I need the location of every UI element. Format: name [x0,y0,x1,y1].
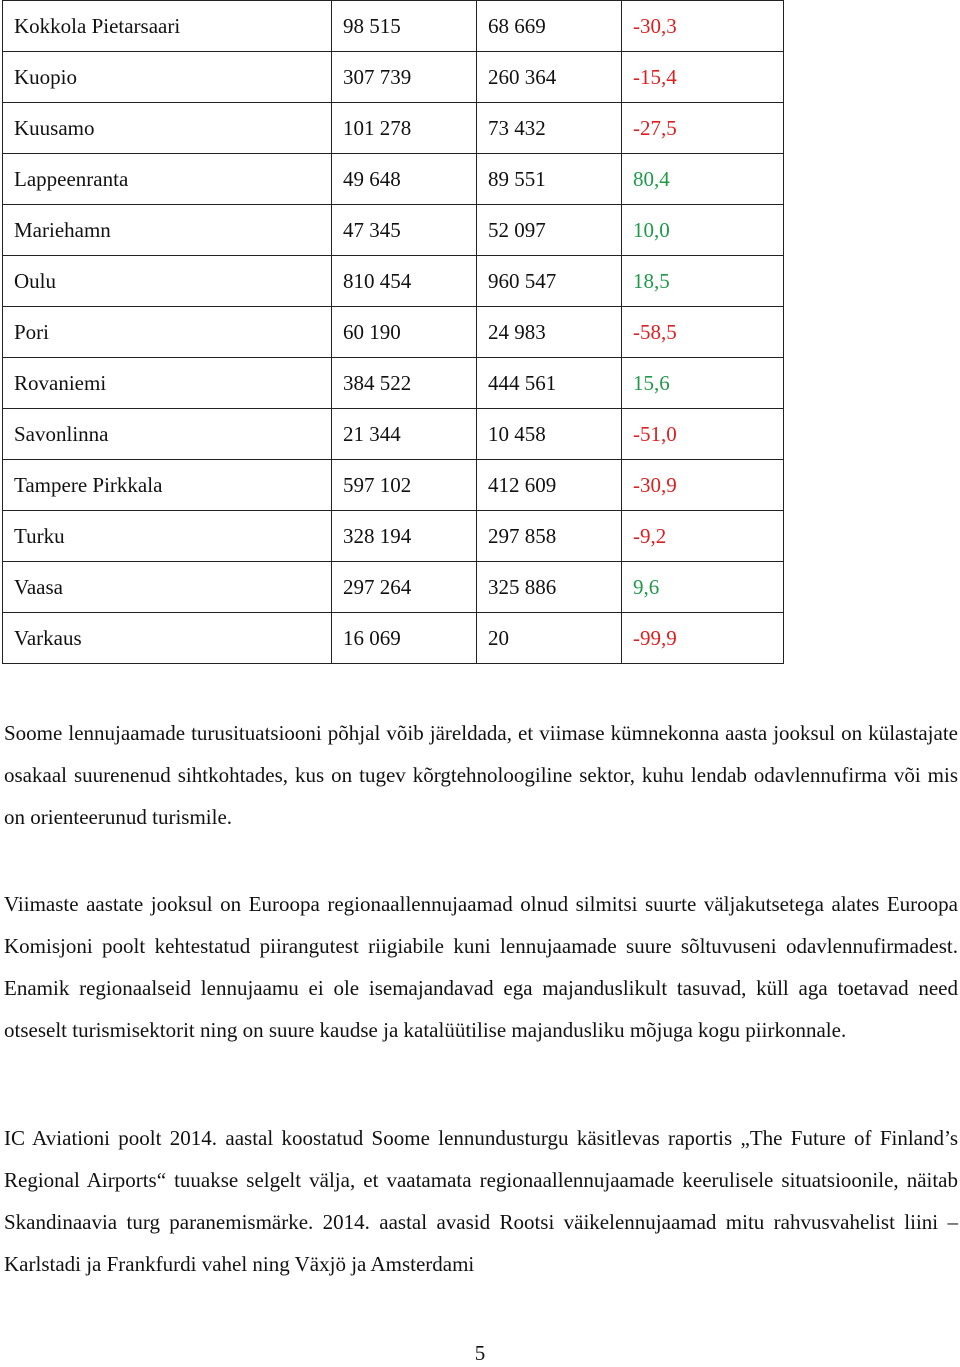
change-percent-cell: -9,2 [622,511,784,562]
passengers-value-a-cell: 16 069 [332,613,477,664]
passengers-value-b-cell: 444 561 [477,358,622,409]
table-row [3,307,784,358]
change-percent-cell: -30,9 [622,460,784,511]
passengers-value-a-cell: 101 278 [332,103,477,154]
passengers-value-a-cell: 60 190 [332,307,477,358]
change-percent-cell: 10,0 [622,205,784,256]
table-row [3,205,784,256]
airport-name-cell: Savonlinna [3,409,332,460]
passengers-value-a-cell: 328 194 [332,511,477,562]
passengers-value-b-cell: 412 609 [477,460,622,511]
paragraph-ic-aviation-report: IC Aviationi poolt 2014. aastal koostatud Soome lennundusturgu käsitlevas raportis „The Future of Finland’s Regional Airports“ tuuakse selgelt välja, et vaatamata regionaallennujaamade keerulisele situatsioonile, näitab Skandinaavia turg paranemismärke. 2014. aastal avasid Rootsi väikelennujaamad mitu rahvusvahelist liini – Karlstadi ja Frankfurdi vahel ning Växjö ja Amsterdami [4,1126,958,1276]
paragraph-market-conclusion: Soome lennujaamade turusituatsiooni põhjal võib järeldada, et viimase kümnekonna aasta jooksul on külastajate osakaal suurenenud sihtkohtades, kus on tugev kõrgtehnoloogiline sektor, kuhu lendab odavlennufirma või mis on orienteerunud turismile. [4,721,958,829]
change-percent-cell: -30,3 [622,1,784,52]
passengers-value-a-cell: 49 648 [332,154,477,205]
table-row [3,613,784,664]
airport-passenger-table [2,0,784,664]
passengers-value-b-cell: 68 669 [477,1,622,52]
passengers-value-b-cell: 20 [477,613,622,664]
passengers-value-b-cell: 24 983 [477,307,622,358]
airport-name-cell: Kuusamo [3,103,332,154]
page-number: 5 [474,1341,486,1365]
table-row [3,154,784,205]
passengers-value-a-cell: 810 454 [332,256,477,307]
passengers-value-b-cell: 89 551 [477,154,622,205]
change-percent-cell: -58,5 [622,307,784,358]
table-row [3,460,784,511]
passengers-value-b-cell: 73 432 [477,103,622,154]
passengers-value-a-cell: 297 264 [332,562,477,613]
table-row [3,52,784,103]
passengers-value-b-cell: 52 097 [477,205,622,256]
airport-name-cell: Kokkola Pietarsaari [3,1,332,52]
paragraph-regional-challenges: Viimaste aastate jooksul on Euroopa regionaallennujaamad olnud silmitsi suurte väljakutsetega alates Euroopa Komisjoni poolt kehtestatud piirangutest riigiabile kuni lennujaamade suure sõltuvuseni odavlennufirmadest. Enamik regionaalseid lennujaamu ei ole isemajandavad ega majanduslikult tasuvad, küll aga toetavad need otseselt turismisektorit ning on suure kaudse ja katalüütilise majandusliku mõjuga kogu piirkonnale. [4,892,958,1042]
passengers-value-a-cell: 21 344 [332,409,477,460]
change-percent-cell: -27,5 [622,103,784,154]
airport-name-cell: Tampere Pirkkala [3,460,332,511]
table-row [3,256,784,307]
change-percent-cell: 15,6 [622,358,784,409]
airport-name-cell: Rovaniemi [3,358,332,409]
passengers-value-a-cell: 384 522 [332,358,477,409]
table-row [3,358,784,409]
passengers-value-a-cell: 307 739 [332,52,477,103]
change-percent-cell: -99,9 [622,613,784,664]
passengers-value-b-cell: 260 364 [477,52,622,103]
airport-name-cell: Kuopio [3,52,332,103]
passengers-value-b-cell: 325 886 [477,562,622,613]
table-row [3,511,784,562]
table-row [3,562,784,613]
passengers-value-b-cell: 960 547 [477,256,622,307]
change-percent-cell: -15,4 [622,52,784,103]
table-row [3,1,784,52]
airport-name-cell: Mariehamn [3,205,332,256]
airport-name-cell: Vaasa [3,562,332,613]
passengers-value-b-cell: 10 458 [477,409,622,460]
passengers-value-b-cell: 297 858 [477,511,622,562]
airport-name-cell: Varkaus [3,613,332,664]
change-percent-cell: 9,6 [622,562,784,613]
passengers-value-a-cell: 597 102 [332,460,477,511]
table-row [3,409,784,460]
airport-name-cell: Oulu [3,256,332,307]
table-body [3,1,784,664]
change-percent-cell: -51,0 [622,409,784,460]
airport-name-cell: Pori [3,307,332,358]
change-percent-cell: 18,5 [622,256,784,307]
passengers-value-a-cell: 47 345 [332,205,477,256]
airport-name-cell: Lappeenranta [3,154,332,205]
passengers-value-a-cell: 98 515 [332,1,477,52]
table-row [3,103,784,154]
change-percent-cell: 80,4 [622,154,784,205]
airport-name-cell: Turku [3,511,332,562]
